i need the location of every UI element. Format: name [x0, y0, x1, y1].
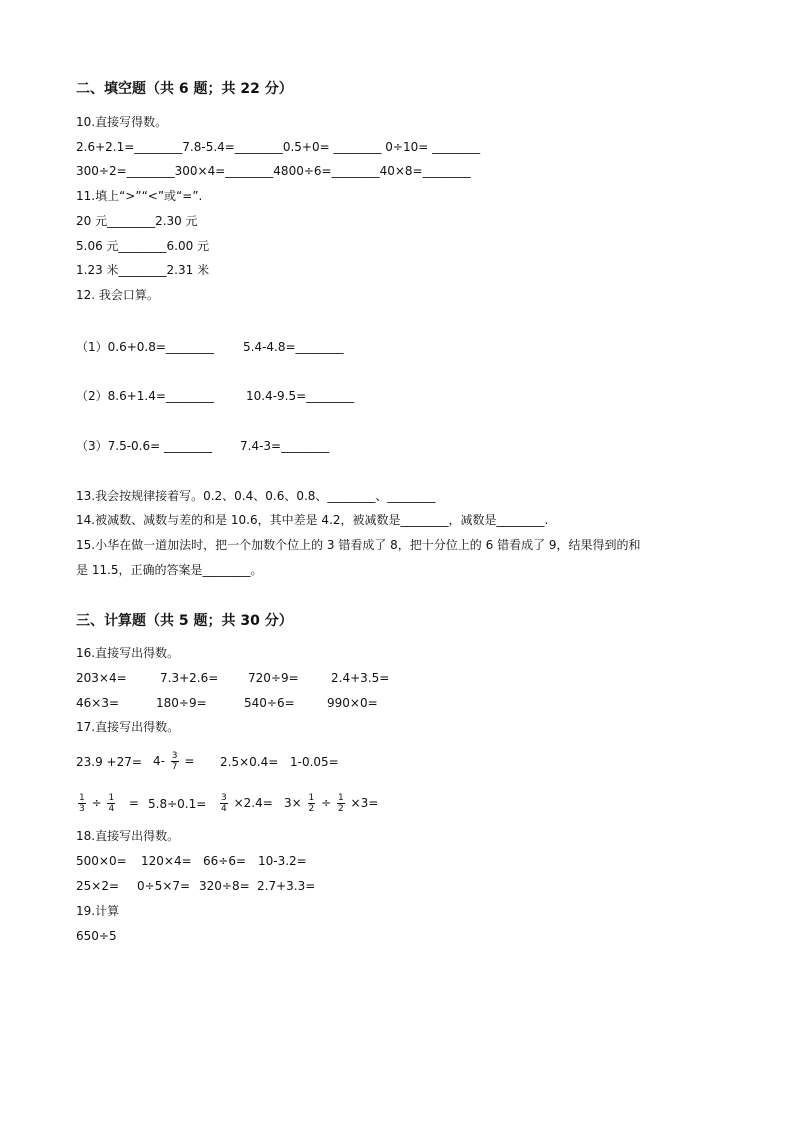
fraction-denominator: 2: [308, 804, 315, 814]
q17-r2-c-post: ×2.4=: [233, 796, 273, 810]
fraction-denominator: 4: [108, 804, 115, 814]
q14-line: 14.被减数、减数与差的和是 10.6，其中差是 4.2，被减数是________，减数是________.: [76, 513, 549, 527]
equals-sign: =: [128, 796, 139, 810]
section-3-title: 三、计算题（共 5 题；共 30 分）: [76, 613, 293, 629]
fraction-numerator: 3: [171, 751, 178, 761]
q16-row1-c4: 2.4+3.5=: [331, 671, 390, 685]
q18-row2-c1: 25×2=: [76, 879, 120, 893]
fraction-1-4: [107, 793, 115, 814]
q11-row2: 5.06 元________6.00 元: [76, 239, 210, 253]
q17-r2-d-post: ×3=: [350, 796, 379, 810]
q10-row2: 300÷2=________300×4=________4800÷6=________40×8=________: [76, 164, 471, 178]
fraction-denominator: 7: [171, 762, 178, 772]
fraction-3-4: [220, 793, 228, 814]
q17-title: 17.直接写出得数。: [76, 720, 180, 734]
q16-row2-c2: 180÷9=: [156, 696, 207, 710]
operator-divide: ÷: [321, 796, 332, 810]
fraction-denominator: 3: [79, 804, 85, 814]
operator-divide: ÷: [91, 796, 102, 810]
q12-title: 12. 我会口算。: [76, 288, 159, 302]
q15-line2: 是 11.5，正确的答案是________。: [76, 563, 263, 577]
fraction-numerator: 1: [108, 793, 115, 803]
fraction-denominator: 4: [221, 804, 227, 814]
q12-row3b: 7.4-3=________: [240, 439, 330, 453]
q17-r2-c: [218, 788, 273, 818]
q12-row3a: （3）7.5-0.6= ________: [76, 439, 213, 453]
q18-row2-c3: 320÷8=: [199, 879, 250, 893]
fraction-1-3: [78, 793, 86, 814]
q11-row3: 1.23 米________2.31 米: [76, 263, 210, 277]
fraction-numerator: 3: [221, 793, 227, 803]
q16-row2-c3: 540÷6=: [244, 696, 295, 710]
q18-row2-c2: 0÷5×7=: [137, 879, 191, 893]
q17-r1-b-pre: 4-: [153, 754, 165, 768]
q18-row1-c1: 500×0=: [76, 854, 127, 868]
q17-r1-b: [153, 746, 194, 776]
fraction-numerator: 1: [337, 793, 344, 803]
q16-row1-c3: 720÷9=: [248, 671, 299, 685]
q11-row1: 20 元________2.30 元: [76, 214, 198, 228]
q18-row1-c4: 10-3.2=: [258, 854, 307, 868]
q16-title: 16.直接写出得数。: [76, 646, 180, 660]
fraction-denominator: 2: [337, 804, 344, 814]
fraction-1-2: [337, 793, 345, 814]
q11-title: 11.填上“>”“<”或“=”.: [76, 189, 203, 203]
q17-r2-d-pre: 3×: [284, 796, 302, 810]
q18-title: 18.直接写出得数。: [76, 829, 180, 843]
q18-row2-c4: 2.7+3.3=: [257, 879, 316, 893]
fraction-numerator: 1: [79, 793, 85, 803]
q16-row2-c4: 990×0=: [327, 696, 378, 710]
q12-row1b: 5.4-4.8=________: [243, 340, 344, 354]
fraction-1-2: [308, 793, 316, 814]
q17-r1-d: 1-0.05=: [290, 755, 339, 769]
q12-row1a: （1）0.6+0.8=________: [76, 340, 214, 354]
q19-title: 19.计算: [76, 904, 120, 918]
q17-r2-b: 5.8÷0.1=: [148, 797, 207, 811]
q17-r2-d: [284, 788, 378, 818]
q12-row2b: 10.4-9.5=________: [246, 389, 355, 403]
q12-row2a: （2）8.6+1.4=________: [76, 389, 214, 403]
q10-title: 10.直接写得数。: [76, 115, 168, 129]
q17-r1-c: 2.5×0.4=: [220, 755, 279, 769]
fraction-3-7: [171, 751, 179, 772]
q10-row1: 2.6+2.1=________7.8-5.4=________0.5+0= ________ 0÷10= ________: [76, 140, 481, 154]
q16-row2-c1: 46×3=: [76, 696, 120, 710]
q17-r1-b-post: =: [184, 754, 195, 768]
q15-line1: 15.小华在做一道加法时，把一个加数个位上的 3 错看成了 8，把十分位上的 6 错看成了 9，结果得到的和: [76, 538, 641, 552]
q19-expr: 650÷5: [76, 929, 117, 943]
q16-row1-c2: 7.3+2.6=: [160, 671, 219, 685]
q17-r1-a: 23.9 +27=: [76, 755, 142, 769]
q18-row1-c2: 120×4=: [141, 854, 192, 868]
section-2-title: 二、填空题（共 6 题；共 22 分）: [76, 81, 293, 97]
q13-line: 13.我会按规律接着写。0.2、0.4、0.6、0.8、________、________: [76, 489, 436, 503]
fraction-numerator: 1: [308, 793, 315, 803]
q18-row1-c3: 66÷6=: [203, 854, 247, 868]
q16-row1-c1: 203×4=: [76, 671, 127, 685]
q17-r2-a: [76, 788, 139, 818]
